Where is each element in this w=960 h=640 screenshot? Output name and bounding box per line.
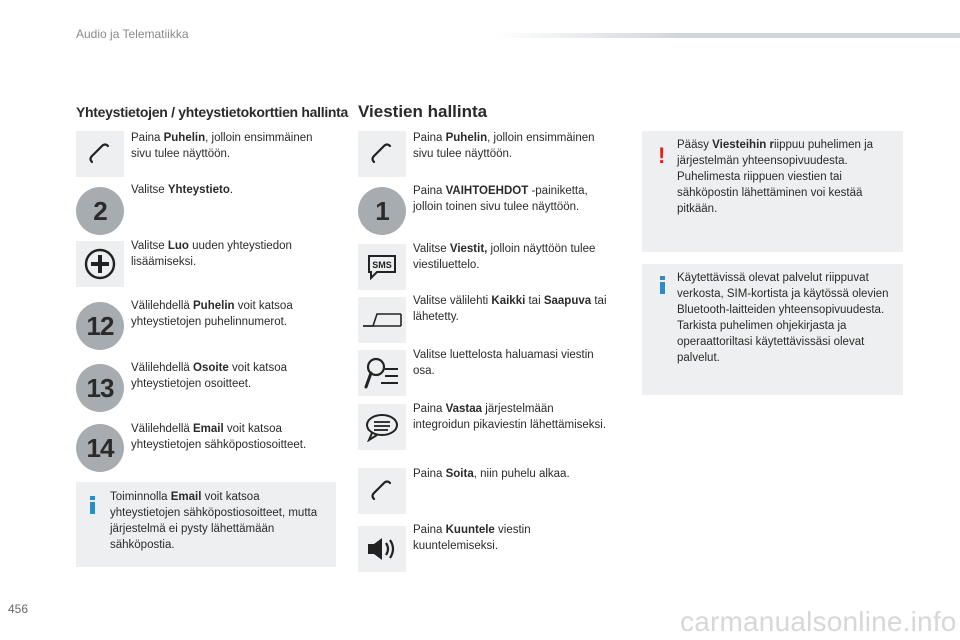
sms-icon <box>358 244 406 290</box>
info-icon <box>660 276 665 294</box>
phone-icon <box>76 131 124 177</box>
left-step-6: Välilehdellä Email voit katsoa yhteystietojen sähköpostiosoitteet. <box>131 423 307 451</box>
reply-message-icon <box>358 404 406 450</box>
step-badge-13: 13 <box>76 364 124 412</box>
left-info-note: Toiminnolla Email voit katsoa yhteystietojen sähköpostiosoitteet, mutta järjestelmä ei pysty lähettämään sähköpostia. <box>76 482 336 567</box>
sms-icon-label: SMS <box>372 260 392 270</box>
warning-icon: ! <box>658 143 666 168</box>
left-heading: Yhteystietojen / yhteystietokorttien hallinta <box>76 104 349 120</box>
left-step-3: Valitse Luo uuden yhteystiedon lisäämiseksi. <box>131 240 292 268</box>
right-info-text: Käytettävissä olevat palvelut riippuvat verkosta, SIM-kortista ja käytössä olevien Bluetooth-laitteiden yhteensopivuudesta. Tarkista puhelimen ohjekirjasta ja operaattoriltasi käytettävissäsi olevat palvelut. <box>677 272 889 364</box>
mid-step-2: Paina VAIHTOEHDOT -painiketta, jolloin toinen sivu tulee näyttöön. <box>413 185 588 213</box>
mid-step-5: Valitse luettelosta haluamasi viestin osa. <box>413 349 594 377</box>
header-bar <box>496 33 960 38</box>
mid-step-1: Paina Puhelin, jolloin ensimmäinen sivu tulee näyttöön. <box>413 132 595 160</box>
mid-step-3: Valitse Viestit, jolloin näyttöön tulee viestiluettelo. <box>413 243 596 271</box>
mid-step-7: Paina Soita, niin puhelu alkaa. <box>413 468 570 480</box>
info-icon <box>90 496 95 514</box>
step-badge-14: 14 <box>76 424 124 472</box>
watermark: carmanualsonline.info <box>680 606 957 637</box>
step-badge-2: 2 <box>76 187 124 235</box>
right-info-note <box>642 264 903 395</box>
left-step-5: Välilehdellä Osoite voit katsoa yhteystietojen osoitteet. <box>131 362 287 390</box>
left-step-1: Paina Puhelin, jolloin ensimmäinen sivu tulee näyttöön. <box>131 132 313 160</box>
left-step-2: Valitse Yhteystieto. <box>131 184 234 196</box>
mid-step-4: Valitse välilehti Kaikki tai Saapuva tai lähetetty. <box>413 295 607 323</box>
page-number: 456 <box>8 602 29 616</box>
middle-heading: Viestien hallinta <box>358 102 488 121</box>
section-header: Audio ja Telematiikka <box>76 27 189 41</box>
add-contact-icon <box>76 241 124 287</box>
mid-step-8: Paina Kuuntele viestin kuuntelemiseksi. <box>413 524 531 552</box>
tab-icon <box>358 297 406 343</box>
phone-icon <box>358 468 406 514</box>
warning-note: ! Pääsy Viesteihin riippuu puhelimen ja järjestelmän yhteensopivuudesta. Puhelimesta riippuen viestien tai sähköpostin lähettäminen voi kestää pitkään. <box>642 131 903 252</box>
mid-step-6: Paina Vastaa järjestelmään integroidun pikaviestin lähettämiseksi. <box>413 403 607 431</box>
left-step-4: Välilehdellä Puhelin voit katsoa yhteystietojen puhelinnumerot. <box>131 300 293 328</box>
speaker-icon <box>358 526 406 572</box>
search-list-icon <box>358 350 406 396</box>
step-badge-1: 1 <box>358 187 406 235</box>
phone-icon <box>358 131 406 177</box>
step-badge-12: 12 <box>76 302 124 350</box>
